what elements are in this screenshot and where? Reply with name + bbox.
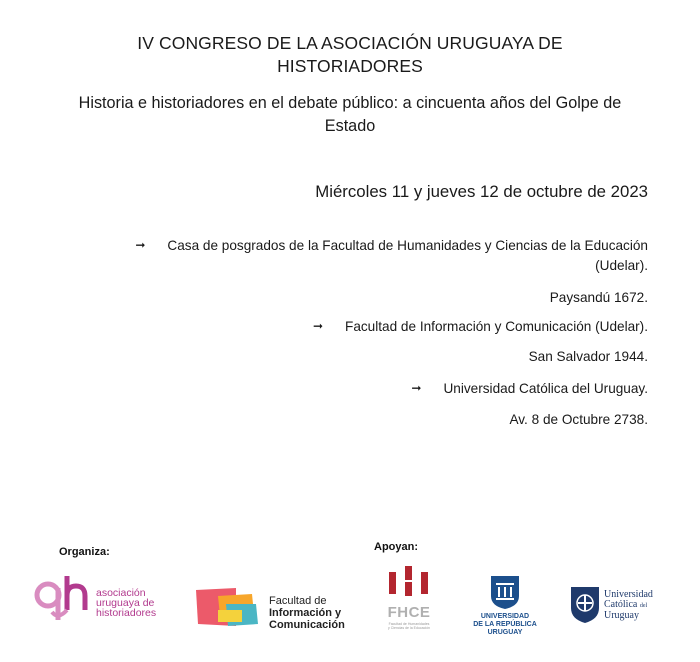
ucu-line2: Católica <box>604 599 638 610</box>
fhce-name: FHCE <box>387 604 431 621</box>
auh-logo <box>32 572 162 624</box>
congress-title-line1: IV CONGRESO DE LA ASOCIACIÓN URUGUAYA DE <box>137 33 563 53</box>
fhce-caption-line1: Facultad de Humanidades <box>388 622 430 626</box>
udelar-line3: URUGUAY <box>487 629 523 636</box>
event-dates: Miércoles 11 y jueves 12 de octubre de 2023 <box>315 182 648 201</box>
udelar-line1: UNIVERSIDAD <box>480 613 530 620</box>
venue-1-address: Paysandú 1672. <box>549 290 648 305</box>
venue-3 <box>411 379 648 399</box>
venue-3-name: Universidad Católica del Uruguay. <box>443 381 648 396</box>
fhce-caption <box>384 622 434 630</box>
congress-title-line2: HISTORIADORES <box>277 56 423 76</box>
udelar-logo-text <box>470 613 540 637</box>
congress-title <box>100 32 600 78</box>
venue-1-name-text: Casa de posgrados de la Facultad de Humanidades y Ciencias de la Educación <box>167 238 648 253</box>
venue-2 <box>313 317 648 337</box>
venue-2-address: San Salvador 1944. <box>528 349 648 364</box>
udelar-logo <box>470 574 540 640</box>
udelar-line2: DE LA REPÚBLICA <box>473 621 537 628</box>
arrow-right-icon: ➞ <box>411 381 422 395</box>
ucu-shield-icon <box>570 586 600 624</box>
congress-subtitle-line1: Historia e historiadores en el debate público: a cincuenta años del Golpe de <box>78 94 622 112</box>
fhce-mark-icon <box>384 566 434 602</box>
apoyan-label: Apoyan: <box>374 541 418 553</box>
auh-line1: asociación <box>96 587 146 599</box>
venue-2-name: Facultad de Información y Comunicación (Udelar). <box>345 319 648 334</box>
fhce-logo <box>384 566 434 640</box>
venue-1-name-line2: (Udelar). <box>595 258 648 273</box>
fic-mark-icon <box>196 584 260 630</box>
ucu-logo <box>570 586 670 630</box>
fic-logo <box>196 584 361 634</box>
venue-1-name-line1 <box>135 236 648 256</box>
fic-logo-text <box>269 595 345 631</box>
ucu-line1: Universidad <box>604 589 653 600</box>
fic-line1: Facultad de <box>269 595 327 607</box>
congress-subtitle-line2: Estado <box>324 117 376 135</box>
ucu-line3: Uruguay <box>604 610 639 621</box>
fic-line3: Comunicación <box>269 619 345 631</box>
auh-logo-text <box>96 588 156 618</box>
congress-subtitle <box>60 92 640 138</box>
fic-line2: Información y <box>269 607 342 619</box>
venue-3-address: Av. 8 de Octubre 2738. <box>509 412 648 427</box>
arrow-right-icon: ➞ <box>312 319 324 333</box>
auh-line2: uruguaya de <box>96 597 155 609</box>
arrow-right-icon: ➞ <box>135 238 146 252</box>
auh-line3: historiadores <box>96 607 157 619</box>
auh-monogram-icon <box>32 572 96 624</box>
venue-1 <box>135 236 648 276</box>
ucu-logo-text <box>604 590 653 621</box>
udelar-shield-icon <box>490 574 520 610</box>
organiza-label: Organiza: <box>59 546 110 558</box>
ucu-line2b: del <box>639 603 648 609</box>
fhce-caption-line2: y Ciencias de la Educación <box>387 626 431 630</box>
